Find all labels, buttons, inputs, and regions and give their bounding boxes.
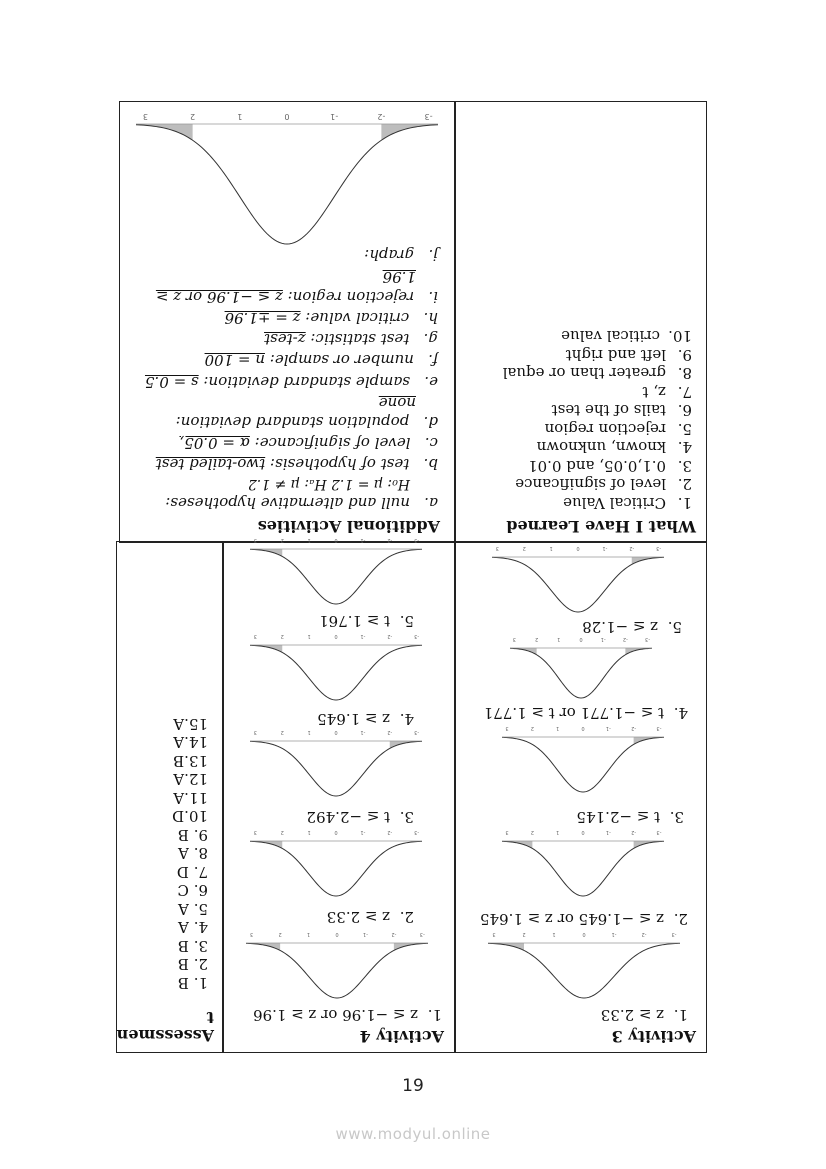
activity4-title: Activity 4	[359, 1027, 444, 1046]
list-item: 2.level of significance	[515, 475, 692, 494]
bell-curve-line	[250, 741, 422, 796]
activity3-bell-2	[498, 827, 668, 902]
rejection-region	[632, 557, 664, 564]
tick-label: -3	[414, 829, 420, 835]
answer-item: 6. C	[177, 881, 208, 900]
tick-label: 2	[280, 729, 284, 735]
tick-label: -3	[419, 931, 425, 937]
answer-item: 1. B	[177, 974, 208, 992]
tick-label: 1	[237, 112, 243, 121]
tick-label: 3	[505, 829, 509, 835]
additional-item-d-value: none	[378, 394, 416, 412]
tick-label: -1	[360, 829, 366, 835]
tick-label: 3	[505, 725, 509, 731]
tick-label: -3	[414, 729, 420, 735]
tick-label: 3	[512, 636, 517, 642]
activity3-item-4: 4. t ≤ −1.771 or t ≥ 1.771	[483, 704, 688, 722]
additional-activities-title: Additional Activities	[257, 517, 440, 536]
additional-item-j: j. graph:	[364, 246, 438, 264]
tick-label: 3	[253, 537, 257, 543]
additional-item-i-cont: 1.96	[382, 268, 416, 286]
tick-label: -3	[656, 725, 662, 731]
bell-curve-line	[502, 737, 664, 792]
what-learned-list	[503, 327, 692, 512]
activity4-bell-3	[246, 727, 426, 802]
tick-label: 1	[307, 729, 311, 735]
rejection-region	[246, 943, 280, 950]
tick-label: 3	[495, 545, 499, 551]
tick-label: -2	[641, 931, 647, 937]
tick-label: 3	[253, 729, 257, 735]
activity4-box	[223, 537, 455, 1053]
activity3-item-2: 2. z ≤ −1.645 or z ≥ 1.645	[479, 910, 688, 928]
tick-label: 1	[556, 725, 560, 731]
tick-label: 1	[307, 829, 311, 835]
tick-label: 1	[552, 931, 556, 937]
activity3-bell-3	[498, 723, 668, 798]
tick-label: 1	[306, 931, 311, 937]
answer-item: 13.B	[173, 752, 208, 770]
tick-label: -2	[387, 829, 393, 835]
tick-label: 0	[334, 829, 338, 835]
list-item: 5.rejection region	[544, 420, 692, 438]
tick-label: 3	[253, 633, 257, 639]
tick-label: 1	[556, 829, 560, 835]
list-item: 9.left and right	[565, 346, 692, 364]
tick-label: -1	[360, 537, 366, 543]
tick-label: -2	[387, 633, 393, 639]
additional-item-e: e. sample standard deviation: s = 0.5	[144, 373, 438, 391]
rejection-region	[488, 943, 524, 950]
rejection-region	[394, 943, 428, 950]
tick-label: -3	[671, 931, 677, 937]
list-item: 8.greater than or equal	[502, 364, 692, 383]
activity3-item-1: 1. z ≥ 2.33	[600, 1006, 688, 1024]
tick-label: -1	[360, 633, 366, 639]
tick-label: -3	[414, 537, 420, 543]
tick-label: 0	[334, 633, 338, 639]
tick-label: -1	[360, 729, 366, 735]
answer-item: 15.A	[173, 715, 208, 733]
additional-item-d: d. population standard deviation:	[175, 413, 438, 431]
additional-bell-curve	[132, 110, 442, 250]
activity3-bell-4	[506, 634, 656, 704]
list-item: 10.critical value	[561, 327, 692, 346]
bell-curve-line	[492, 557, 664, 612]
tick-label: 0	[582, 931, 586, 937]
tick-label: 2	[530, 829, 534, 835]
additional-activities-box	[119, 101, 455, 543]
tick-label: 1	[549, 545, 553, 551]
bell-curve-line	[250, 549, 422, 604]
tick-label: 3	[142, 112, 148, 121]
answer-item: 2. B	[177, 955, 208, 974]
activity4-item-3: 3. t ≤ −2.492	[306, 808, 414, 826]
activity4-item-1: 1. z ≤ −1.96 or z ≥ 1.96	[253, 1006, 442, 1024]
tick-label: -2	[631, 829, 637, 835]
rejection-region	[250, 549, 282, 556]
answer-item: 4. A	[178, 918, 208, 937]
tick-label: -2	[622, 636, 628, 642]
tick-label: 2	[535, 636, 539, 642]
activity4-item-2: 2. z ≥ 2.33	[326, 908, 414, 926]
tick-label: 0	[581, 725, 585, 731]
additional-item-f: f. number or sample: n = 100	[204, 351, 438, 369]
what-learned-title: What I Have Learned	[506, 517, 696, 536]
bell-curve-line	[250, 841, 422, 896]
additional-item-h: h. critical value: z = ±1.96	[224, 309, 438, 327]
activity4-item-5: 5. t ≥ 1.761	[319, 612, 414, 630]
tick-label: 2	[522, 931, 526, 937]
additional-item-b: b. test of hypothesis: two-tailed test	[155, 455, 438, 473]
watermark: www.modyul.online	[335, 1125, 491, 1143]
rejection-region	[634, 737, 664, 744]
activity3-bell-5	[488, 543, 668, 618]
rejection-region	[250, 645, 282, 652]
tick-label: -1	[600, 636, 606, 642]
rejection-region	[502, 841, 532, 848]
additional-item-a: a. null and alternative hypotheses:	[165, 494, 438, 512]
additional-item-i: i. rejection region: z ≤ −1.96 or z ≥	[155, 288, 438, 306]
tick-label: 2	[278, 931, 282, 937]
tick-label: -3	[656, 545, 662, 551]
tick-label: 1	[307, 633, 311, 639]
tick-label: -1	[602, 545, 608, 551]
list-item: 4.known, unknown	[536, 438, 692, 457]
tick-label: -1	[330, 112, 339, 121]
rejection-region	[136, 124, 193, 140]
tick-label: 0	[576, 545, 580, 551]
tick-label: -3	[656, 829, 662, 835]
bell-curve-line	[250, 645, 422, 700]
tick-label: 3	[253, 829, 257, 835]
tick-label: 2	[280, 537, 284, 543]
answer-item: 3. B	[177, 937, 208, 955]
answer-item: 12.A	[173, 770, 208, 789]
activity4-bell-2	[246, 827, 426, 902]
bell-curve-line	[502, 841, 664, 896]
tick-label: 0	[581, 829, 585, 835]
tick-label: -3	[414, 633, 420, 639]
tick-label: -1	[605, 725, 611, 731]
additional-item-c: c. level of significance: α = 0.05,	[179, 434, 438, 452]
tick-label: -1	[611, 931, 617, 937]
assessment-title: Assessmen t	[116, 1008, 214, 1045]
activity3-item-5: 5. z ≤ −1.28	[582, 618, 682, 636]
tick-label: 0	[579, 636, 583, 642]
activity4-bell-1	[242, 929, 432, 1004]
tick-label: 2	[530, 725, 534, 731]
tick-label: -1	[362, 931, 368, 937]
tick-label: -2	[377, 112, 386, 121]
rejection-region	[634, 841, 664, 848]
what-learned-box	[455, 101, 707, 543]
answer-item: 7. D	[176, 863, 208, 881]
tick-label: 2	[280, 829, 284, 835]
answer-item: 11.A	[173, 789, 208, 807]
activity3-item-3: 3. t ≤ −2.145	[576, 808, 684, 826]
activity3-bell-1	[484, 929, 684, 1004]
tick-label: 3	[250, 931, 254, 937]
answer-item: 14.A	[173, 733, 208, 752]
tick-label: -2	[387, 537, 393, 543]
tick-label: 2	[280, 633, 284, 639]
bell-curve-line	[488, 943, 680, 998]
tick-label: -2	[629, 545, 635, 551]
tick-label: 0	[284, 112, 290, 121]
rejection-region	[390, 741, 422, 748]
tick-label: -2	[391, 931, 397, 937]
tick-label: -1	[605, 829, 611, 835]
list-item: 6.tails of the test	[551, 401, 692, 420]
activity4-item-4: 4. z ≥ 1.645	[317, 710, 414, 728]
tick-label: 1	[307, 537, 311, 543]
additional-formula: H₀: μ = 1.2 Hₐ: μ ≠ 1.2	[247, 476, 410, 492]
activity3-title: Activity 3	[611, 1027, 696, 1046]
bell-curve-line	[510, 648, 652, 698]
page-number: 19	[402, 1076, 424, 1096]
rejection-region	[250, 841, 282, 848]
answer-item: 5. A	[178, 900, 208, 918]
rejection-region	[381, 124, 438, 140]
assessment-answers	[172, 715, 208, 993]
assessment-box	[116, 541, 223, 1053]
tick-label: -3	[424, 112, 433, 121]
tick-label: 3	[492, 931, 496, 937]
activity4-bell-5	[246, 535, 426, 610]
tick-label: 1	[557, 636, 561, 642]
list-item: 3.0.1,0.05, and 0.01	[528, 457, 692, 475]
tick-label: 0	[334, 537, 338, 543]
additional-item-g: g. test statistic: z-test	[264, 330, 438, 348]
activity4-bell-4	[246, 631, 426, 706]
tick-label: 2	[522, 545, 526, 551]
activity3-box	[455, 541, 707, 1053]
tick-label: -3	[645, 636, 651, 642]
tick-label: 2	[190, 112, 196, 121]
tick-label: 0	[335, 931, 339, 937]
answer-item: 10.D	[172, 807, 208, 826]
list-item: 1.Critical Value	[563, 494, 692, 512]
list-item: 7.z, t	[642, 383, 692, 401]
tick-label: -2	[631, 725, 637, 731]
bell-curve-line	[246, 943, 428, 998]
tick-label: -2	[387, 729, 393, 735]
answer-item: 8. A	[178, 844, 208, 863]
bell-curve-line	[136, 125, 438, 244]
answer-item: 9. B	[177, 826, 208, 844]
tick-label: 0	[334, 729, 338, 735]
